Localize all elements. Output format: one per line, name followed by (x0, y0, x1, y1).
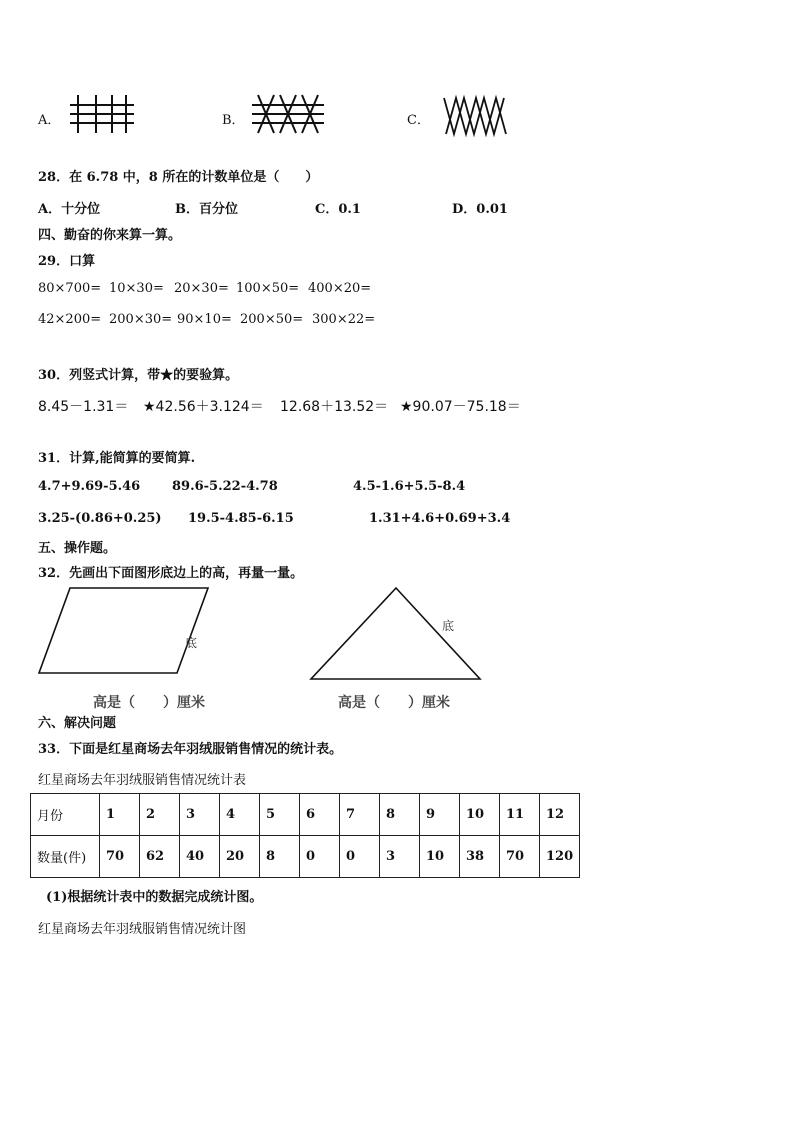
q33-title: 33．下面是红星商场去年羽绒服销售情况的统计表。 (38, 742, 343, 757)
q30-item: 12.68＋13.52＝ (280, 399, 389, 415)
table-cell-month: 3 (180, 794, 220, 836)
table-cell-month: 7 (340, 794, 380, 836)
q32-title: 32．先画出下面图形底边上的高，再量一量。 (38, 566, 304, 581)
table-cell-month: 1 (100, 794, 140, 836)
crossing-lines-grid-icon (252, 95, 324, 133)
table-cell-quantity: 8 (260, 836, 300, 878)
q31-item: 4.7+9.69-5.46 (38, 479, 141, 494)
table-cell-quantity: 38 (460, 836, 500, 878)
table-cell-quantity: 3 (380, 836, 420, 878)
q31-item: 89.6-5.22-4.78 (172, 479, 278, 494)
triangle-base-label: 底 (442, 619, 455, 633)
q31-item: 3.25-(0.86+0.25) (38, 511, 162, 526)
table-row-months (31, 794, 580, 836)
table-cell-month: 9 (420, 794, 460, 836)
zigzag-lines-icon (444, 98, 506, 134)
q27-option-b-label: B． (222, 113, 245, 128)
table-cell-quantity: 62 (140, 836, 180, 878)
table-cell-quantity: 0 (300, 836, 340, 878)
table-cell-month: 12 (540, 794, 580, 836)
q28-option-a: A．十分位 (38, 202, 101, 217)
q31-title: 31．计算,能简算的要简算. (38, 451, 196, 466)
q30-item: ★90.07－75.18＝ (400, 399, 521, 415)
table-header-month: 月份 (31, 794, 100, 836)
q29-item: 10×30= (109, 281, 164, 296)
q30-title: 30．列竖式计算，带★的要验算。 (38, 368, 239, 383)
q29-item: 400×20= (308, 281, 372, 296)
q29-item: 200×30= (109, 312, 173, 327)
table-cell-quantity: 40 (180, 836, 220, 878)
q30-item: ★42.56＋3.124＝ (143, 399, 264, 415)
table-cell-quantity: 20 (220, 836, 260, 878)
parallelogram-base-label: 底 (185, 636, 198, 650)
q28-option-d: D．0.01 (452, 202, 508, 217)
section-6-title: 六、解决问题 (38, 716, 117, 731)
parallelogram-height-caption: 高是（ ）厘米 (93, 695, 205, 711)
section-4-title: 四、勤奋的你来算一算。 (38, 228, 182, 243)
table-cell-quantity: 70 (100, 836, 140, 878)
q27-option-a-label: A． (38, 113, 61, 128)
triangle-height-caption: 高是（ ）厘米 (338, 695, 450, 711)
q29-item: 100×50= (236, 281, 300, 296)
table-cell-quantity: 70 (500, 836, 540, 878)
q29-item: 80×700= (38, 281, 102, 296)
section-5-title: 五、操作题。 (38, 541, 117, 556)
table-title: 红星商场去年羽绒服销售情况统计表 (38, 773, 247, 788)
q33-sub1: (1)根据统计表中的数据完成统计图。 (46, 890, 263, 905)
q28-option-b: B．百分位 (175, 202, 238, 217)
q29-item: 90×10= (177, 312, 232, 327)
table-cell-quantity: 0 (340, 836, 380, 878)
table-cell-month: 11 (500, 794, 540, 836)
q29-item: 42×200= (38, 312, 102, 327)
q29-title: 29．口算 (38, 254, 96, 269)
q27-option-c-label: C． (407, 113, 430, 128)
table-cell-quantity: 120 (540, 836, 580, 878)
table-row-quantities (31, 836, 580, 878)
q31-item: 1.31+4.6+0.69+3.4 (369, 511, 511, 526)
sales-stats-table (30, 793, 580, 878)
q29-item: 20×30= (174, 281, 229, 296)
q29-item: 200×50= (240, 312, 304, 327)
parallel-lines-hash-icon (70, 95, 134, 133)
parallelogram-figure (38, 587, 210, 675)
table-cell-month: 10 (460, 794, 500, 836)
table-cell-month: 8 (380, 794, 420, 836)
triangle-figure (310, 587, 482, 681)
table-header-quantity: 数量(件) (31, 836, 100, 878)
q31-item: 19.5-4.85-6.15 (188, 511, 294, 526)
table-cell-quantity: 10 (420, 836, 460, 878)
table-cell-month: 5 (260, 794, 300, 836)
q28-option-c: C．0.1 (315, 202, 361, 217)
table-cell-month: 4 (220, 794, 260, 836)
q30-item: 8.45－1.31＝ (38, 399, 129, 415)
q29-item: 300×22= (312, 312, 376, 327)
q31-item: 4.5-1.6+5.5-8.4 (353, 479, 466, 494)
table-cell-month: 2 (140, 794, 180, 836)
q28-question: 28．在 6.78 中，8 所在的计数单位是（ ） (38, 170, 319, 185)
table-cell-month: 6 (300, 794, 340, 836)
chart-title: 红星商场去年羽绒服销售情况统计图 (38, 922, 247, 937)
